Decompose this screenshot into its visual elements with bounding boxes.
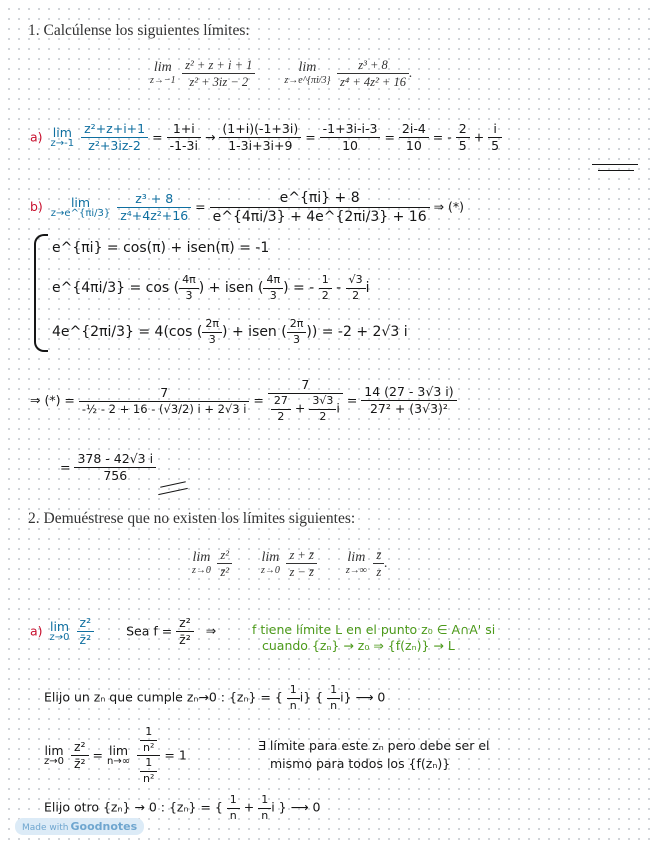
part-a-frac-6: $\frac{2}{5}$ [456, 122, 470, 154]
cases-brace [34, 234, 48, 352]
case-line-1: e^{πi} = cos(π) + isen(π) = -1 [52, 240, 270, 256]
part-2a-line: a) lim z→0 $\frac{\text{z²}}{\text{z̄²}}$ Sea f = $\frac{\text{z²}}{\text{z̄²}}$ ⇒ [30, 615, 217, 648]
star-frac-3: $\frac{14 (27 - 3√3 i)}{\text{27² + (3√3)²}}$ [361, 385, 456, 417]
result-mark-1 [160, 481, 186, 487]
part-b-lim: lim z→e^{πi/3} [50, 194, 111, 219]
case-line-2: e^{4πi/3} = cos ( $\frac{4\pi}{3}$ ) + isen ( $\frac{4\pi}{3}$ ) = - $\frac{1}{2}$ - $\frac{√3}{2}$ i [52, 273, 370, 302]
elijo-line-2: Elijo otro {zₙ} → 0 : {zₙ} = { $\frac{1}{n}$ + $\frac{1}{n}$ i } ⟶ 0 [44, 793, 321, 822]
definition-line-1: f tiene límite L en el punto z₀ ∈ A∩A' si [252, 622, 496, 637]
result-underline-2 [598, 170, 634, 171]
part-a-frac-3: $\frac{(1+i)(-1+3i)}{1-3i+3i+9}$ [219, 122, 301, 154]
definition-line-2: cuando {zₙ} → z₀ ⇒ {f(zₙ)} → L [262, 638, 455, 653]
result-mark-2 [158, 488, 188, 495]
problem-2-heading: 2. Demuéstrese que no existen los límites siguientes: [28, 510, 356, 527]
goodnotes-watermark: Made with Goodnotes [15, 818, 144, 835]
lim-a: lim z→−1 [150, 60, 176, 86]
part-a-line: a) lim z→-1 $\frac{\text{z²+z+i+1}}{\text{z²+3iz-2}}$ = $\frac{1+i}{-1-3i}$ → $\frac{(1+i)(-1+3i)}{1-3i+3i+9}$ = $\frac{-1+3i-i-3}{10}$ = $\frac{2i-4}{10}$ = - $\frac{2}{5}$ + $\frac{i}{5}$ [30, 122, 502, 154]
star-frac-2: 7 $\frac{27}{2}$ + $\frac{3√3}{2}$ i [268, 378, 343, 424]
star-result-frac: $\frac{378 - 42√3 i}{756}$ [74, 452, 156, 484]
star-frac-1: $\frac{7}{\text{-½ - 2 + 16 - (√3/2) i + 2√3 i}}$ [79, 386, 250, 417]
exists-line-1: ∃ límite para este zₙ pero debe ser el [258, 738, 490, 753]
case-line-3: 4e^{2πi/3} = 4(cos ( $\frac{2\pi}{3}$ ) + isen ( $\frac{2\pi}{3}$ )) = -2 + 2√3 i [52, 317, 408, 346]
part-b-frac-2: $\frac{e\^{}\{\pi i\} + 8}{e\^{}\{4\pi i/3\} + 4e\^{}\{2\pi i/3\} + 16}$ [210, 190, 430, 225]
problem-2-limits: lim z→0 $\frac{\text{z²}}{\text{z̄²}}$ lim z→0 $\frac{z + z̄}{z - z̄}$ lim z→∞ $\frac{z̄}{z}$ . [192, 548, 388, 580]
limit-line-2: lim z→0 $\frac{\text{z²}}{\text{z̄²}}$ = lim n→∞ $\frac{\frac{1}{\text{n²}}}{\frac{1}{\text{n²}}}$ = 1 [44, 725, 187, 785]
part-a-lim: lim z→-1 [50, 125, 75, 150]
result-underline-1 [592, 164, 638, 165]
part-a-frac-4: $\frac{-1+3i-i-3}{10}$ [320, 122, 381, 154]
part-a-frac-2: $\frac{1+i}{-1-3i}$ [167, 122, 201, 154]
part-2a-tag: a) [30, 623, 43, 639]
part-b-line: b) lim z→e^{πi/3} $\frac{\text{z³ + 8}}{\text{z⁴+4z²+16}}$ = $\frac{e\^{}\{\pi i\} + 8}{e\^{}\{4\pi i/3\} + 4e\^{}\{2\pi i/3\} + 16}$ ⇒ (*) [30, 190, 465, 226]
part-a-frac-5: $\frac{2i-4}{10}$ [399, 122, 429, 154]
part-b-tag: b) [30, 199, 43, 215]
problem-1-limits: lim z→−1 $\frac{\text{z² + z + i + 1}}{\text{z² + 3iz − 2}}$ lim z→e^{πi/3} $\frac{\text{z³ + 8}}{\text{z⁴ + 4z² + 16}}$ . [150, 58, 413, 90]
part-a-frac-1: $\frac{\text{z²+z+i+1}}{\text{z²+3iz-2}}$ [81, 122, 148, 154]
lim-b: lim z→e^{πi/3} [284, 60, 331, 86]
lim-b-fraction: $\frac{\text{z³ + 8}}{\text{z⁴ + 4z² + 16}}$ [337, 58, 409, 90]
star-evaluation: ⇒ (*) = $\frac{7}{\text{-½ - 2 + 16 - (√3/2) i + 2√3 i}}$ = 7 $\frac{27}{2}$ + $\frac{3√3}{2}$ i = $\frac{14 (27 - 3√3 i)}{\text{27² + (3√3)²}}$ [30, 378, 457, 424]
part-a-frac-7: $\frac{i}{5}$ [488, 122, 502, 154]
lim-a-fraction: $\frac{\text{z² + z + i + 1}}{\text{z² + 3iz − 2}}$ [182, 58, 255, 90]
exists-line-2: mismo para todos los {f(zₙ)} [270, 756, 451, 771]
problem-1-heading: 1. Calcúlense los siguientes límites: [28, 22, 250, 39]
part-a-tag: a) [30, 129, 43, 145]
part-b-frac-1: $\frac{\text{z³ + 8}}{\text{z⁴+4z²+16}}$ [117, 192, 191, 224]
elijo-line-1: Elijo un zₙ que cumple zₙ→0 : {zₙ} = { $\frac{1}{n}$ i} { $\frac{1}{n}$ i} ⟶ 0 [44, 683, 386, 712]
star-result: = $\frac{378 - 42√3 i}{756}$ [60, 452, 156, 484]
